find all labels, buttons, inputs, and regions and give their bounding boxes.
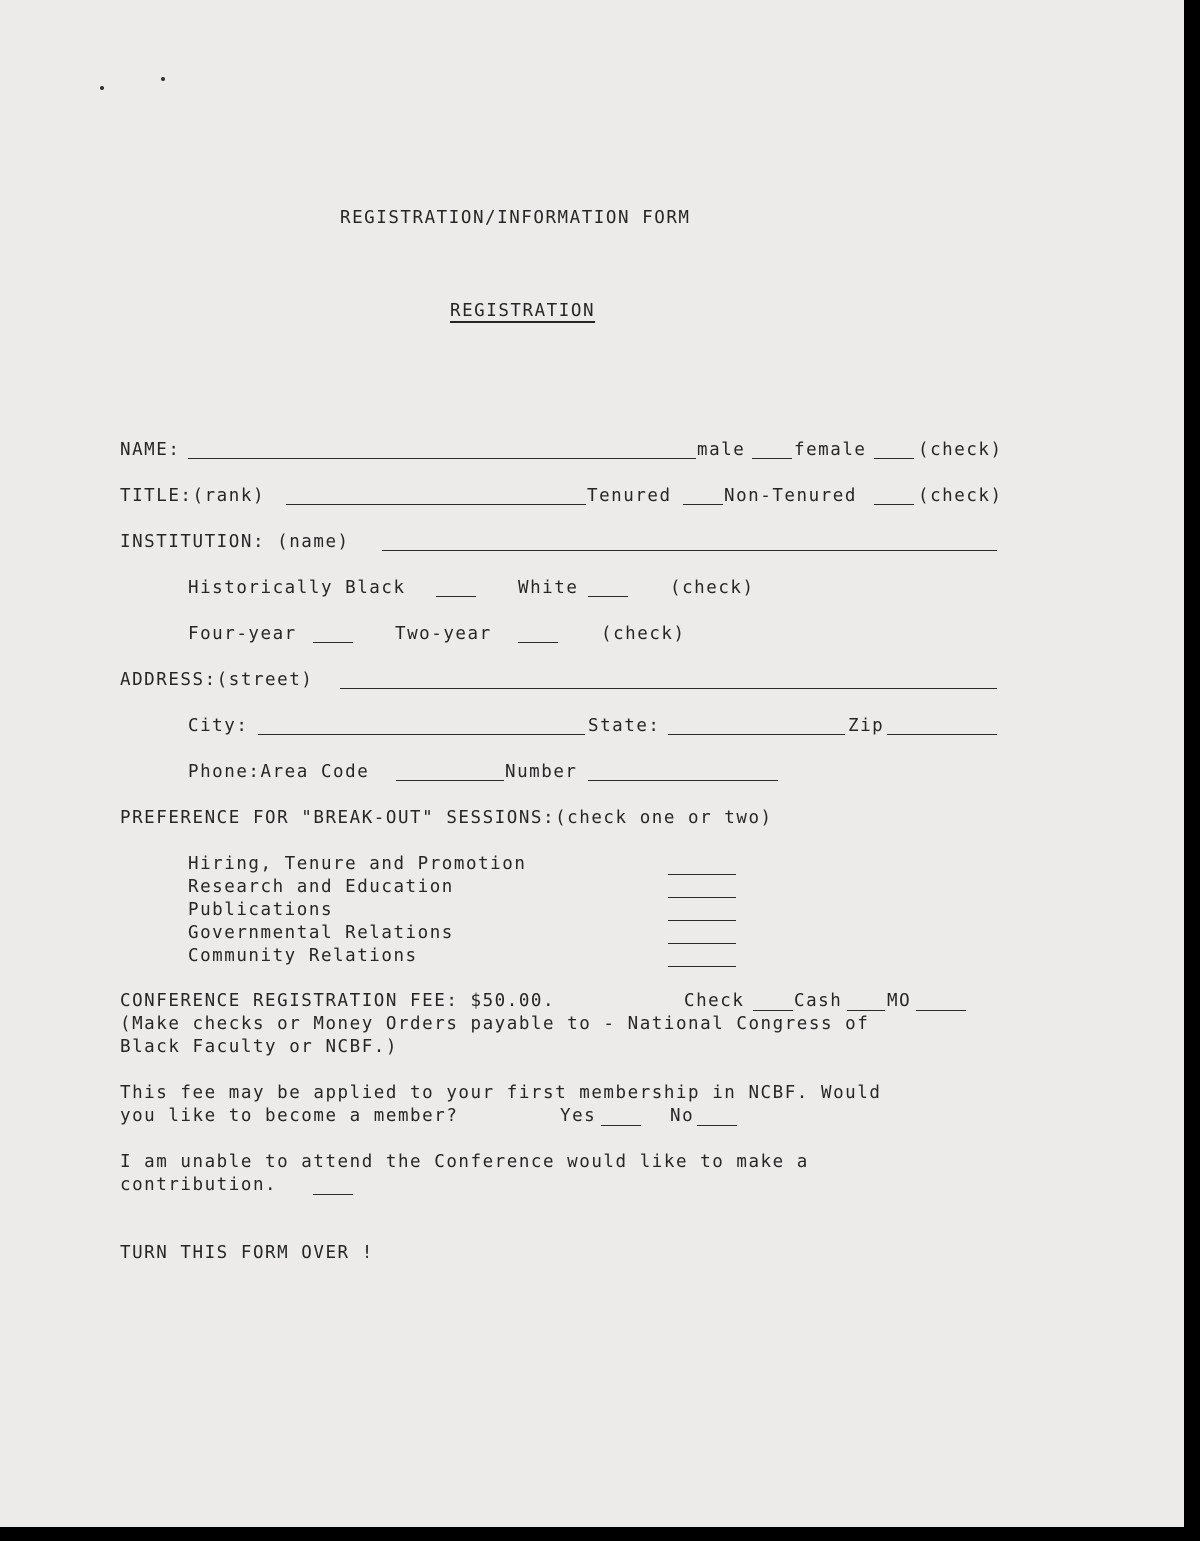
contribution-checkbox[interactable] [313,1194,353,1195]
area-code-field[interactable] [396,780,504,781]
white-label: White [518,578,579,598]
session-checkbox[interactable] [668,920,736,921]
state-label: State: [588,716,661,736]
section-heading: REGISTRATION [450,301,596,321]
session-option-label: Publications [188,900,334,920]
fee-note-line: Black Faculty or NCBF.) [120,1037,398,1057]
session-checkbox[interactable] [668,874,736,875]
zip-label: Zip [848,716,885,736]
rank-field[interactable] [286,504,586,505]
session-option-label: Hiring, Tenure and Promotion [188,854,527,874]
fee-note-line: (Make checks or Money Orders payable to - National Congress of [120,1014,870,1034]
name-field[interactable] [188,458,696,459]
phone-number-label: Number [505,762,578,782]
check-payment-label: Check [684,991,745,1011]
white-checkbox[interactable] [588,596,628,597]
city-field[interactable] [258,734,585,735]
no-label: No [670,1106,695,1126]
check-note: (check) [918,440,1003,460]
tenured-checkbox[interactable] [683,504,723,505]
institution-label: INSTITUTION: (name) [120,532,350,552]
form-title: REGISTRATION/INFORMATION FORM [340,208,691,228]
no-checkbox[interactable] [697,1125,737,1126]
yes-label: Yes [560,1106,597,1126]
check-note: (check) [670,578,755,598]
fee-label: CONFERENCE REGISTRATION FEE: $50.00. [120,991,556,1011]
cash-payment-checkbox[interactable] [847,1010,885,1011]
check-note: (check) [918,486,1003,506]
session-checkbox[interactable] [668,966,736,967]
four-year-checkbox[interactable] [313,642,353,643]
phone-number-field[interactable] [588,780,778,781]
two-year-label: Two-year [395,624,492,644]
cash-payment-label: Cash [794,991,843,1011]
male-checkbox[interactable] [752,458,792,459]
membership-text: This fee may be applied to your first membership in NCBF. Would [120,1083,882,1103]
turn-over-note: TURN THIS FORM OVER ! [120,1243,374,1263]
non-tenured-checkbox[interactable] [874,504,914,505]
membership-question: you like to become a member? [120,1106,459,1126]
address-label: ADDRESS:(street) [120,670,314,690]
yes-checkbox[interactable] [601,1125,641,1126]
historically-black-checkbox[interactable] [436,596,476,597]
mo-payment-checkbox[interactable] [916,1010,966,1011]
non-tenured-label: Non-Tenured [724,486,857,506]
state-field[interactable] [668,734,845,735]
female-label: female [794,440,867,460]
street-field[interactable] [340,688,997,689]
title-label: TITLE:(rank) [120,486,266,506]
session-option-label: Governmental Relations [188,923,454,943]
zip-field[interactable] [887,734,997,735]
male-label: male [697,440,746,460]
mo-payment-label: MO [887,991,912,1011]
check-payment-checkbox[interactable] [753,1010,793,1011]
contribution-text: I am unable to attend the Conference would like to make a [120,1152,809,1172]
phone-area-code-label: Phone:Area Code [188,762,370,782]
session-option-label: Research and Education [188,877,454,897]
session-option-label: Community Relations [188,946,418,966]
tenured-label: Tenured [587,486,672,506]
sessions-heading: PREFERENCE FOR "BREAK-OUT" SESSIONS:(check one or two) [120,808,773,828]
scan-speck [100,86,104,90]
session-checkbox[interactable] [668,897,736,898]
female-checkbox[interactable] [874,458,914,459]
two-year-checkbox[interactable] [518,642,558,643]
contribution-text: contribution. [120,1175,278,1195]
four-year-label: Four-year [188,624,297,644]
name-label: NAME: [120,440,181,460]
scan-speck [161,77,165,81]
session-checkbox[interactable] [668,943,736,944]
check-note: (check) [601,624,686,644]
historically-black-label: Historically Black [188,578,406,598]
institution-field[interactable] [382,550,997,551]
city-label: City: [188,716,249,736]
